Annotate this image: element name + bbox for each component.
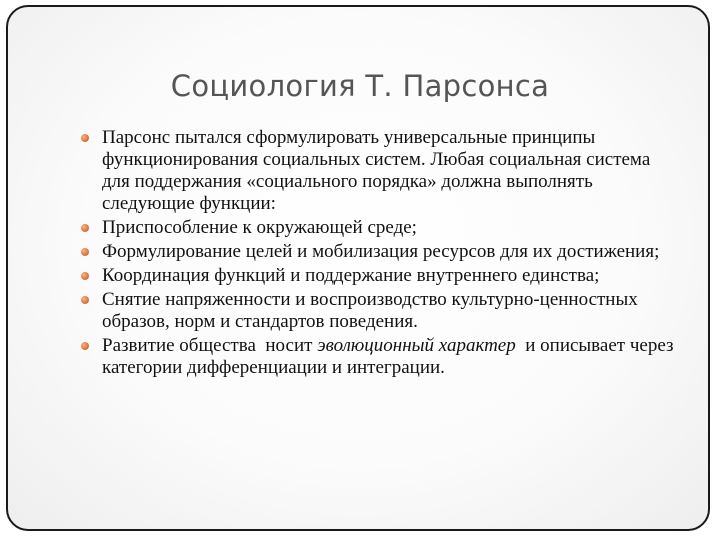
bullet-text: Парсонс пытался сформулировать универсальные принципы функционирования социальных систем. Любая социальная система для поддержания «социального порядка» должна выполнять следующие функции: — [102, 127, 651, 214]
bullet-item — [81, 127, 681, 215]
bullet-item — [81, 289, 681, 333]
bullet-text: Приспособление к окружающей среде; — [102, 217, 417, 238]
bullet-text-after: и описывает через категории дифференциации и интеграции. — [102, 335, 679, 378]
bullet-text: Формулирование целей и мобилизация ресурсов для их достижения; — [102, 241, 660, 262]
bullet-item — [81, 241, 681, 263]
bullet-item — [81, 335, 681, 379]
bullet-dot-icon — [81, 296, 89, 304]
slide-title: Социология Т. Парсонса — [170, 69, 550, 103]
bullet-list — [81, 127, 681, 381]
bullet-dot-icon — [81, 272, 89, 280]
bullet-item — [81, 217, 681, 239]
bullet-dot-icon — [81, 248, 89, 256]
slide-frame — [6, 5, 710, 531]
bullet-dot-icon — [81, 134, 89, 142]
bullet-item — [81, 265, 681, 287]
bullet-text: Снятие напряженности и воспроизводство культурно-ценностных образов, норм и стандартов поведения. — [102, 289, 638, 332]
bullet-text-emphasis: эволюционный характер — [317, 335, 516, 356]
bullet-dot-icon — [81, 342, 89, 350]
bullet-text-before: Развитие общества носит — [102, 335, 318, 356]
bullet-text: Координация функций и поддержание внутреннего единства; — [102, 265, 600, 286]
bullet-dot-icon — [81, 224, 89, 232]
